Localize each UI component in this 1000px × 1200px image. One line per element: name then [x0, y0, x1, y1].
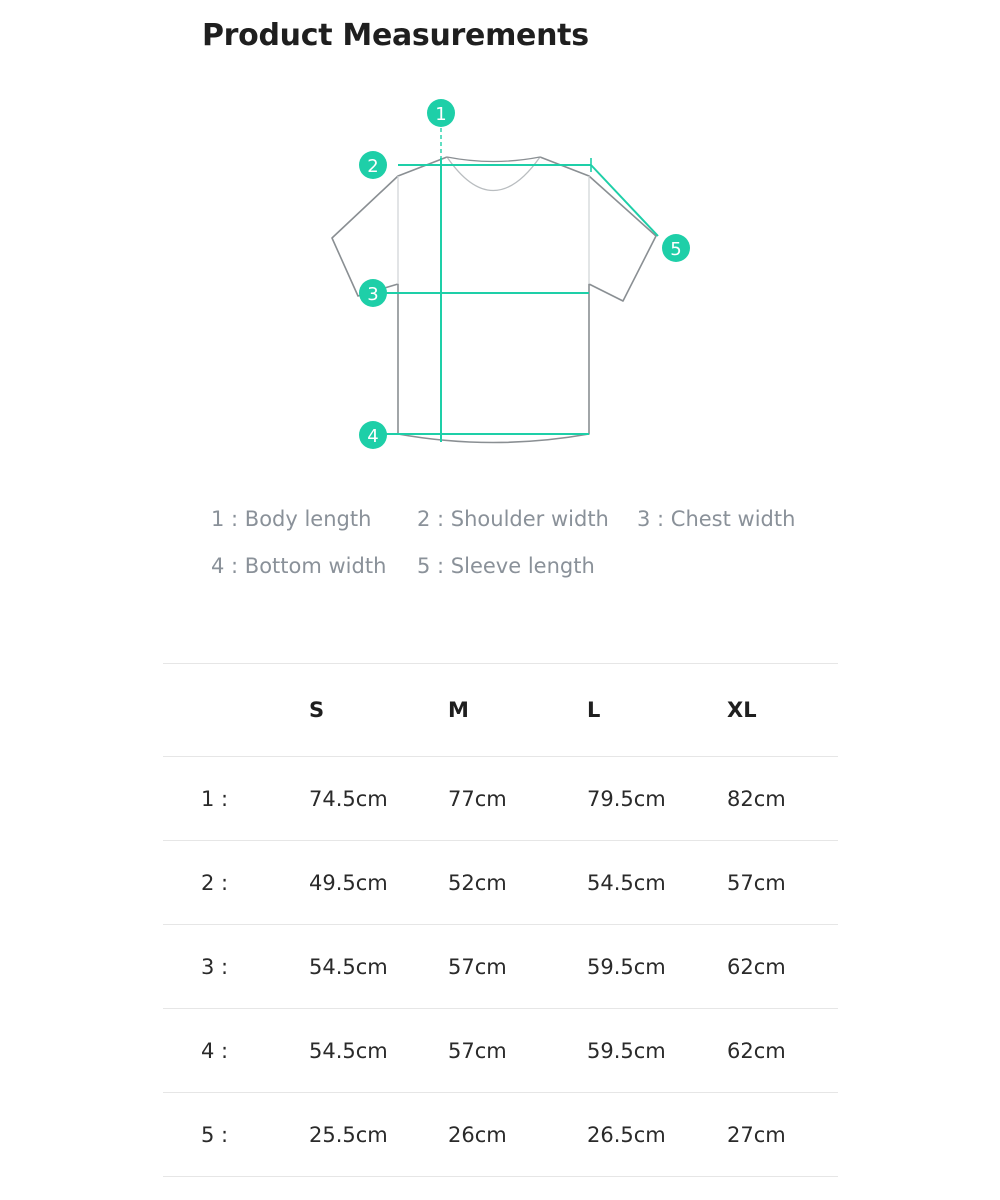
row-label: 1 :: [201, 786, 229, 811]
cell-value: 57cm: [448, 954, 507, 979]
legend-item-chest-width: 3 : Chest width: [637, 507, 796, 531]
number-marker-icon: [662, 234, 690, 262]
page-title: Product Measurements: [202, 18, 589, 53]
number-marker-icon: [427, 99, 455, 127]
header-size-s: S: [309, 698, 325, 722]
row-label: 5 :: [201, 1122, 229, 1147]
table-row: [163, 757, 838, 841]
cell-value: 82cm: [727, 786, 786, 811]
table-row: [163, 1009, 838, 1093]
cell-value: 62cm: [727, 954, 786, 979]
row-label: 4 :: [201, 1038, 229, 1063]
cell-value: 62cm: [727, 1038, 786, 1063]
cell-value: 27cm: [727, 1122, 786, 1147]
cell-value: 25.5cm: [309, 1122, 388, 1147]
marker-4-number: 4: [367, 426, 379, 447]
cell-value: 26.5cm: [587, 1122, 666, 1147]
legend-item-body-length: 1 : Body length: [211, 507, 372, 531]
legend-item-sleeve-length: 5 : Sleeve length: [417, 554, 595, 578]
cell-value: 26cm: [448, 1122, 507, 1147]
cell-value: 57cm: [727, 870, 786, 895]
tshirt-collar-top: [447, 157, 540, 162]
size-table: [163, 663, 838, 1177]
number-marker-icon: [359, 421, 387, 449]
cell-value: 52cm: [448, 870, 507, 895]
cell-value: 54.5cm: [309, 1038, 388, 1063]
cell-value: 54.5cm: [309, 954, 388, 979]
cell-value: 59.5cm: [587, 1038, 666, 1063]
legend-item-bottom-width: 4 : Bottom width: [211, 554, 387, 578]
marker-1-number: 1: [435, 104, 447, 125]
legend-item-shoulder-width: 2 : Shoulder width: [417, 507, 609, 531]
table-row: [163, 841, 838, 925]
table-row: [163, 1093, 838, 1177]
sleeve-length-line: [591, 165, 658, 236]
cell-value: 59.5cm: [587, 954, 666, 979]
cell-value: 74.5cm: [309, 786, 388, 811]
table-header-row: [163, 664, 838, 757]
header-size-m: M: [448, 698, 469, 722]
cell-value: 54.5cm: [587, 870, 666, 895]
row-label: 2 :: [201, 870, 229, 895]
row-label: 3 :: [201, 954, 229, 979]
number-marker-icon: [359, 151, 387, 179]
cell-value: 49.5cm: [309, 870, 388, 895]
tshirt-measurement-diagram: [0, 0, 1000, 480]
header-measure: [163, 664, 309, 757]
cell-value: 77cm: [448, 786, 507, 811]
cell-value: 57cm: [448, 1038, 507, 1063]
header-size-l: L: [587, 698, 601, 722]
number-marker-icon: [359, 279, 387, 307]
header-size-xl: XL: [727, 698, 757, 722]
table-row: [163, 925, 838, 1009]
marker-2-number: 2: [367, 156, 379, 177]
marker-5-number: 5: [670, 239, 682, 260]
cell-value: 79.5cm: [587, 786, 666, 811]
marker-3-number: 3: [367, 284, 379, 305]
